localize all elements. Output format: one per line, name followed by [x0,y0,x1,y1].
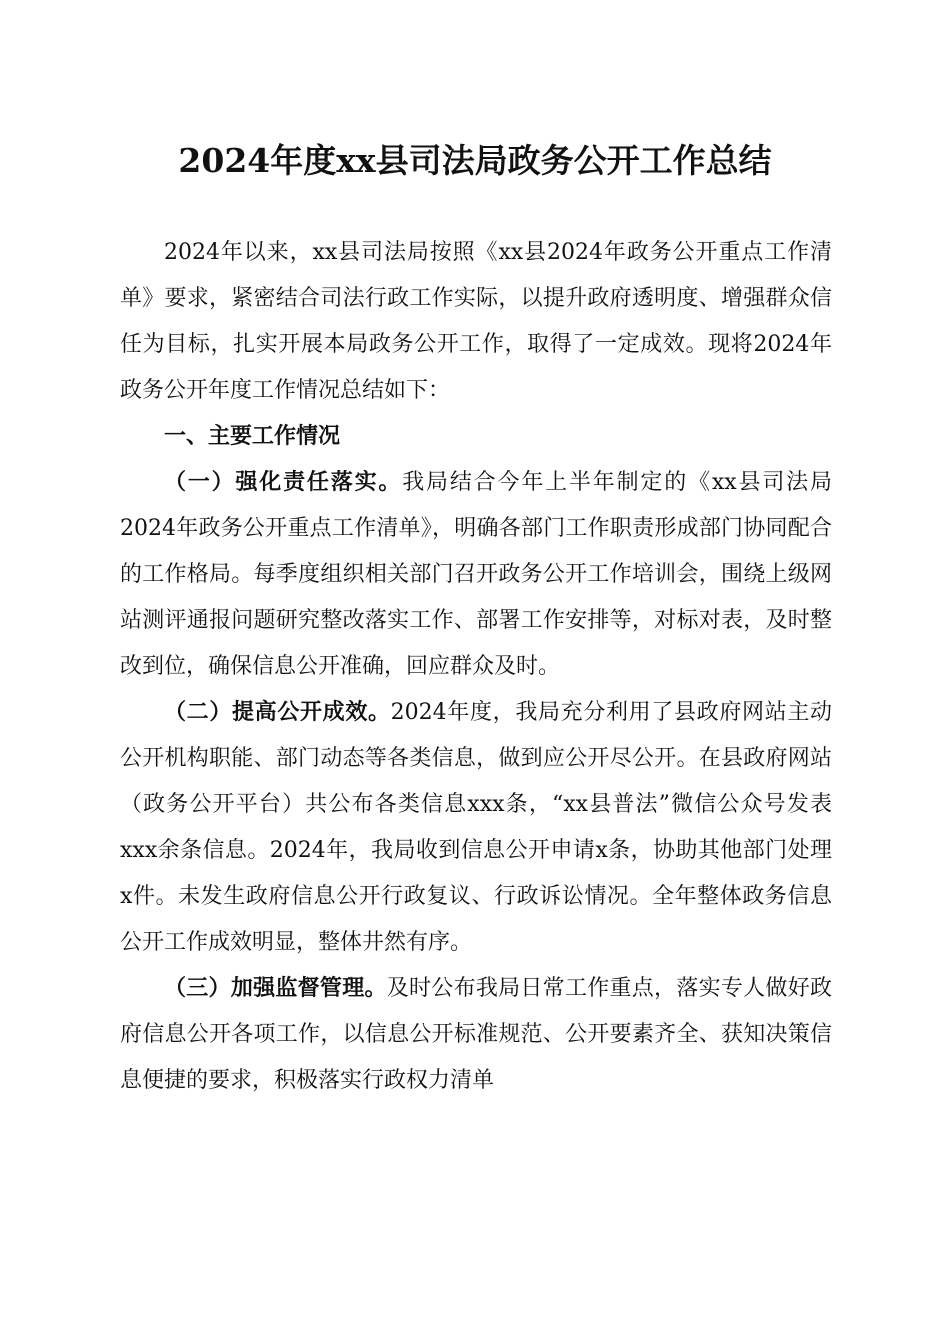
section-heading: 一、主要工作情况 [164,424,341,449]
document-title: 2024年度xx县司法局政务公开工作总结 [178,141,772,180]
item-heading-1: （一）强化责任落实。 [164,470,403,495]
item-heading-3: （三）加强监督管理。 [164,976,387,1001]
item-paragraph-3 [120,966,832,1104]
item-heading-2: （二）提高公开成效。 [164,700,391,725]
item-paragraph-1 [120,460,832,690]
item-text-1: 我局结合今年上半年制定的《xx县司法局2024年政务公开重点工作清单》，明确各部门工作职责形成部门协同配合的工作格局。每季度组织相关部门召开政务公开工作培训会，围绕上级网站测评通报问题研究整改落实工作、部署工作安排等，对标对表，及时整改到位，确保信息公开准确，回应群众及时。 [120,470,832,679]
item-text-2: 2024年度，我局充分利用了县政府网站主动公开机构职能、部门动态等各类信息，做到应公开尽公开。在县政府网站（政务公开平台）共公布各类信息xxx条，“xx县普法”微信公众号发表xxx余条信息。2024年，我局收到信息公开申请x条，协助其他部门处理x件。未发生政府信息公开行政复议、行政诉讼情况。全年整体政务信息公开工作成效明显，整体井然有序。 [120,700,832,955]
item-paragraph-2 [120,690,832,966]
intro-paragraph: 2024年以来，xx县司法局按照《xx县2024年政务公开重点工作清单》要求，紧密结合司法行政工作实际，以提升政府透明度、增强群众信任为目标，扎实开展本局政务公开工作，取得了一定成效。现将2024年政务公开年度工作情况总结如下： [120,240,832,403]
item-text-3: 及时公布我局日常工作重点，落实专人做好政府信息公开各项工作，以信息公开标准规范、公开要素齐全、获知决策信息便捷的要求，积极落实行政权力清单 [120,976,832,1093]
document-body [120,230,832,1104]
